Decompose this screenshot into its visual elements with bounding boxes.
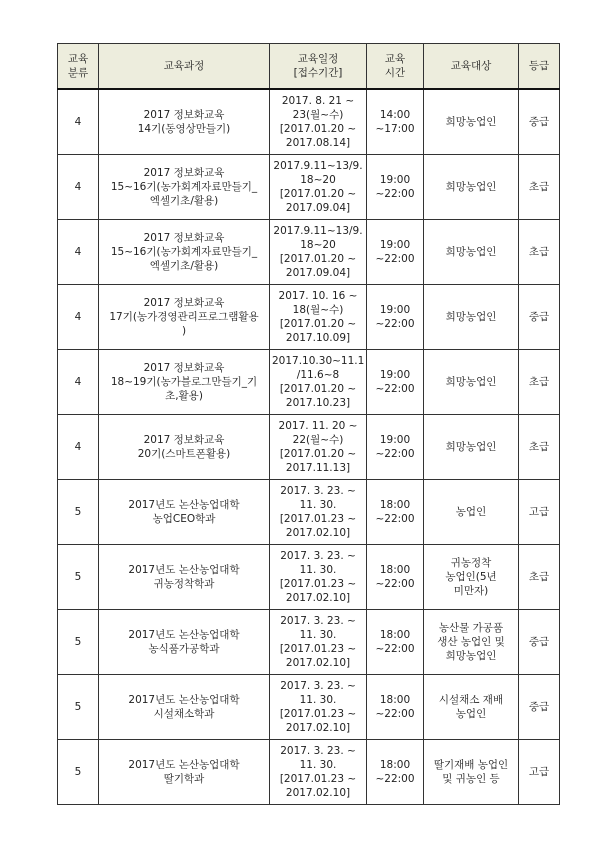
category-cell: 4 (58, 89, 99, 155)
schedule-cell: 2017. 10. 16 ~ 18(월~수) [2017.01.20 ~ 2017.10.09] (270, 285, 367, 350)
target-cell: 희망농업인 (424, 350, 519, 415)
time-cell: 19:00 ~22:00 (367, 350, 424, 415)
header-time: 교육 시간 (367, 44, 424, 90)
time-cell: 18:00 ~22:00 (367, 545, 424, 610)
target-cell: 희망농업인 (424, 415, 519, 480)
course-cell: 2017년도 논산농업대학 시설채소학과 (99, 675, 270, 740)
category-cell: 5 (58, 675, 99, 740)
target-cell: 농업인 (424, 480, 519, 545)
time-cell: 14:00 ~17:00 (367, 89, 424, 155)
target-cell: 농산물 가공품 생산 농업인 및 희망농업인 (424, 610, 519, 675)
table-row (58, 155, 560, 220)
course-cell: 2017년도 논산농업대학 농업CEO학과 (99, 480, 270, 545)
course-cell: 2017년도 논산농업대학 농식품가공학과 (99, 610, 270, 675)
category-cell: 5 (58, 610, 99, 675)
header-target: 교육대상 (424, 44, 519, 90)
schedule-cell: 2017. 8. 21 ~ 23(월~수) [2017.01.20 ~ 2017.08.14] (270, 89, 367, 155)
category-cell: 4 (58, 155, 99, 220)
target-cell: 시설채소 재배 농업인 (424, 675, 519, 740)
category-cell: 4 (58, 220, 99, 285)
grade-cell: 고급 (519, 740, 560, 805)
table-row (58, 740, 560, 805)
time-cell: 19:00 ~22:00 (367, 415, 424, 480)
grade-cell: 초급 (519, 545, 560, 610)
header-grade: 등급 (519, 44, 560, 90)
schedule-cell: 2017. 3. 23. ~ 11. 30. [2017.01.23 ~ 2017.02.10] (270, 675, 367, 740)
table-row (58, 350, 560, 415)
schedule-cell: 2017.9.11~13/9. 18~20 [2017.01.20 ~ 2017.09.04] (270, 155, 367, 220)
time-cell: 18:00 ~22:00 (367, 610, 424, 675)
course-cell: 2017 정보화교육 15~16기(농가회계자료만들기_ 엑셀기초/활용) (99, 220, 270, 285)
table-row (58, 285, 560, 350)
course-cell: 2017 정보화교육 14기(동영상만들기) (99, 89, 270, 155)
grade-cell: 초급 (519, 155, 560, 220)
grade-cell: 중급 (519, 675, 560, 740)
grade-cell: 고급 (519, 480, 560, 545)
category-cell: 5 (58, 740, 99, 805)
header-course: 교육과정 (99, 44, 270, 90)
schedule-cell: 2017. 11. 20 ~ 22(월~수) [2017.01.20 ~ 2017.11.13] (270, 415, 367, 480)
target-cell: 딸기재배 농업인 및 귀농인 등 (424, 740, 519, 805)
course-cell: 2017 정보화교육 17기(농가경영관리프로그램활용 ) (99, 285, 270, 350)
category-cell: 5 (58, 480, 99, 545)
course-cell: 2017년도 논산농업대학 귀농정착학과 (99, 545, 270, 610)
table-row (58, 545, 560, 610)
table-row (58, 610, 560, 675)
grade-cell: 초급 (519, 220, 560, 285)
course-cell: 2017 정보화교육 18~19기(농가블로그만들기_기 초,활용) (99, 350, 270, 415)
category-cell: 4 (58, 350, 99, 415)
course-cell: 2017년도 논산농업대학 딸기학과 (99, 740, 270, 805)
target-cell: 희망농업인 (424, 220, 519, 285)
grade-cell: 중급 (519, 285, 560, 350)
schedule-cell: 2017. 3. 23. ~ 11. 30. [2017.01.23 ~ 2017.02.10] (270, 740, 367, 805)
schedule-cell: 2017.10.30~11.1 /11.6~8 [2017.01.20 ~ 2017.10.23] (270, 350, 367, 415)
target-cell: 귀농정착 농업인(5년 미만자) (424, 545, 519, 610)
time-cell: 19:00 ~22:00 (367, 155, 424, 220)
category-cell: 4 (58, 285, 99, 350)
schedule-cell: 2017.9.11~13/9. 18~20 [2017.01.20 ~ 2017.09.04] (270, 220, 367, 285)
table-row (58, 480, 560, 545)
table-row (58, 675, 560, 740)
grade-cell: 중급 (519, 610, 560, 675)
category-cell: 4 (58, 415, 99, 480)
header-schedule: 교육일정 [접수기간] (270, 44, 367, 90)
table-row (58, 89, 560, 155)
schedule-cell: 2017. 3. 23. ~ 11. 30. [2017.01.23 ~ 2017.02.10] (270, 610, 367, 675)
time-cell: 19:00 ~22:00 (367, 285, 424, 350)
grade-cell: 초급 (519, 350, 560, 415)
grade-cell: 중급 (519, 89, 560, 155)
schedule-cell: 2017. 3. 23. ~ 11. 30. [2017.01.23 ~ 2017.02.10] (270, 480, 367, 545)
time-cell: 19:00 ~22:00 (367, 220, 424, 285)
table-row (58, 220, 560, 285)
target-cell: 희망농업인 (424, 155, 519, 220)
time-cell: 18:00 ~22:00 (367, 480, 424, 545)
header-row (58, 44, 560, 90)
table-row (58, 415, 560, 480)
category-cell: 5 (58, 545, 99, 610)
table-body (58, 89, 560, 805)
time-cell: 18:00 ~22:00 (367, 675, 424, 740)
table-header (58, 44, 560, 90)
header-category: 교육 분류 (58, 44, 99, 90)
education-schedule-table (57, 43, 560, 805)
grade-cell: 초급 (519, 415, 560, 480)
course-cell: 2017 정보화교육 20기(스마트폰활용) (99, 415, 270, 480)
time-cell: 18:00 ~22:00 (367, 740, 424, 805)
target-cell: 희망농업인 (424, 89, 519, 155)
course-cell: 2017 정보화교육 15~16기(농가회계자료만들기_ 엑셀기초/활용) (99, 155, 270, 220)
target-cell: 희망농업인 (424, 285, 519, 350)
schedule-cell: 2017. 3. 23. ~ 11. 30. [2017.01.23 ~ 2017.02.10] (270, 545, 367, 610)
